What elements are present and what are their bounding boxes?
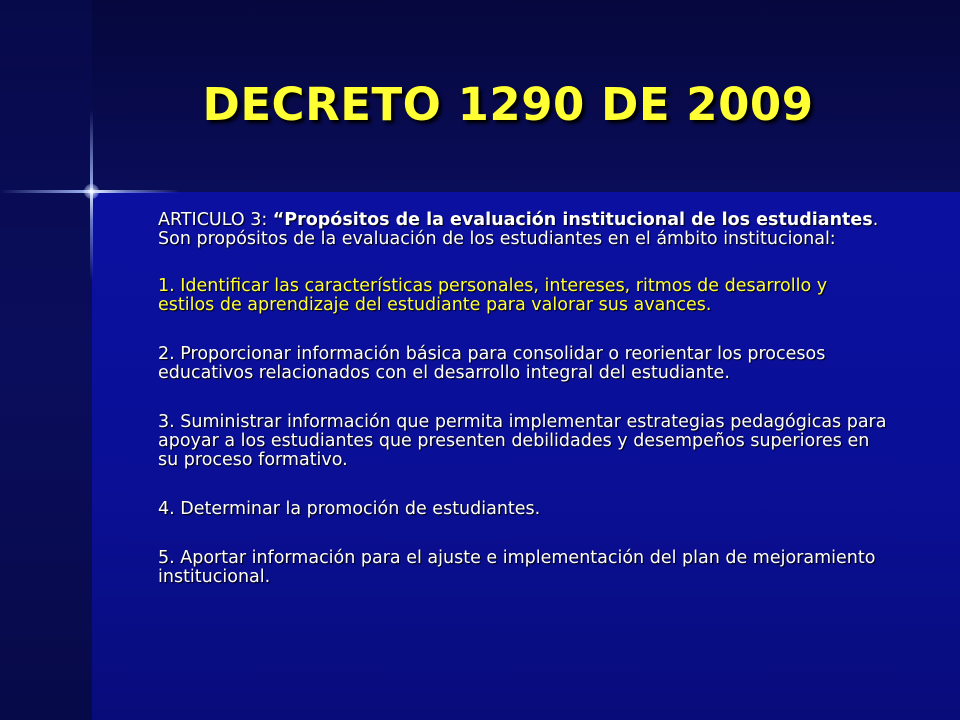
slide-title: DECRETO 1290 DE 2009 bbox=[202, 78, 814, 131]
list-item-1: 1. Identificar las características personales, intereses, ritmos de desarrollo y estilos de aprendizaje del estudiante para valorar sus avances. bbox=[158, 276, 828, 315]
article-intro bbox=[158, 211, 888, 249]
list-item-4: 4. Determinar la promoción de estudiantes. bbox=[158, 499, 541, 519]
list-item-3: 3. Suministrar información que permita implementar estrategias pedagógicas para apoyar a los estudiantes que presenten debilidades y desempeños superiores en su proceso formativo. bbox=[158, 412, 887, 470]
article-intro-text: . Son propósitos de la evaluación de los estudiantes en el ámbito institucional: bbox=[158, 210, 879, 249]
sparkle-star-icon bbox=[84, 184, 99, 199]
list-item-5: 5. Aportar información para el ajuste e implementación del plan de mejoramiento institucional. bbox=[158, 548, 876, 587]
list-item-2: 2. Proporcionar información básica para consolidar o reorientar los procesos educativos relacionados con el desarrollo integral del estudiante. bbox=[158, 344, 826, 383]
article-heading: “Propósitos de la evaluación institucional de los estudiantes bbox=[272, 210, 873, 230]
slide-body bbox=[158, 211, 888, 587]
article-label: ARTICULO 3: bbox=[158, 210, 273, 230]
